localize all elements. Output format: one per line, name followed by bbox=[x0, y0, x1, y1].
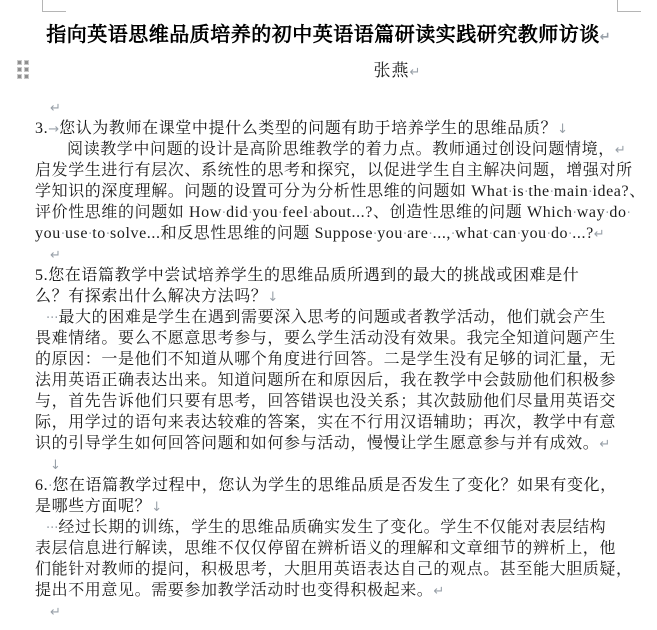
formatting-mark-icon: ↓ bbox=[151, 500, 163, 515]
answer-line: 际，用学过的语句来表达较难的答案，实在不行用汉语辅助；再次，教学中有意 bbox=[35, 414, 617, 431]
formatting-mark-icon: · bbox=[546, 227, 551, 242]
formatting-mark-icon: · bbox=[451, 227, 456, 242]
formatting-mark-icon: · bbox=[278, 206, 283, 221]
formatting-mark-icon: ↵ bbox=[50, 248, 61, 263]
empty-paragraph-mark bbox=[0, 601, 657, 622]
answer-line: 提出不用意见。需要参加教学活动时也变得积极起来。↵ bbox=[35, 582, 445, 599]
question-line: 5.您在语篇教学中尝试培养学生的思维品质所遇到的最大的挑战或困难是什 bbox=[35, 267, 580, 284]
formatting-mark-icon: · bbox=[46, 311, 51, 326]
formatting-mark-icon: · bbox=[48, 479, 53, 494]
formatting-mark-icon: · bbox=[403, 227, 408, 242]
drag-handle-dot bbox=[25, 68, 28, 71]
question-line: 么？有探索出什么解决方法吗？↓ bbox=[35, 288, 279, 305]
formatting-mark-icon: ↵ bbox=[50, 605, 61, 620]
empty-paragraph-mark bbox=[0, 454, 657, 475]
formatting-mark-icon: ↵ bbox=[614, 143, 626, 158]
formatting-mark-icon: · bbox=[588, 185, 593, 200]
answer-line: 表层信息进行解读，思维不仅仅停留在辨析语义的理解和文章细节的辨析上，他 bbox=[35, 540, 617, 557]
formatting-mark-icon: · bbox=[54, 311, 59, 326]
drag-handle-dot bbox=[18, 75, 21, 78]
answer-line: 法用英语正确表达出来。知道问题所在和原因后，我在教学中会鼓励他们积极参 bbox=[35, 372, 617, 389]
drag-handle-icon[interactable] bbox=[18, 61, 28, 78]
author-name: 张燕↵ bbox=[373, 61, 421, 80]
formatting-mark-icon: · bbox=[516, 227, 521, 242]
formatting-mark-icon: ↵ bbox=[599, 437, 611, 452]
formatting-mark-icon: · bbox=[50, 521, 55, 536]
formatting-mark-icon: · bbox=[524, 185, 529, 200]
formatting-mark-icon: · bbox=[105, 227, 111, 242]
answer-line: ···经过长期的训练，学生的思维品质确实发生了变化。学生不仅能对表层结构 bbox=[46, 519, 607, 536]
formatting-mark-icon: ↵ bbox=[50, 101, 61, 116]
formatting-mark-icon: ↵ bbox=[409, 65, 421, 80]
answer-line: 畏难情绪。要么不愿意思考参与，要么学生活动没有效果。我完全知道问题产生 bbox=[35, 330, 617, 347]
drag-handle-dot bbox=[18, 61, 21, 64]
formatting-mark-icon: · bbox=[373, 227, 378, 242]
question-line: 3.→您认为教师在课堂中提什么类型的问题有助于培养学生的思维品质？↓ bbox=[35, 120, 569, 137]
margin-crop-mark-right bbox=[617, 0, 641, 12]
formatting-mark-icon: · bbox=[54, 521, 59, 536]
formatting-mark-icon: · bbox=[549, 185, 554, 200]
formatting-mark-icon: · bbox=[248, 206, 253, 221]
formatting-mark-icon: ↓ bbox=[557, 122, 569, 137]
answer-line: 的原因：一是他们不知道从哪个角度进行回答。二是学生没有足够的词汇量，无 bbox=[35, 351, 617, 368]
empty-paragraph-mark bbox=[0, 97, 657, 118]
formatting-mark-icon: · bbox=[626, 206, 631, 221]
formatting-mark-icon: ↵ bbox=[599, 30, 611, 45]
formatting-mark-icon: ↵ bbox=[593, 227, 605, 242]
formatting-mark-icon: · bbox=[488, 227, 493, 242]
formatting-mark-icon: · bbox=[46, 521, 51, 536]
answer-line: 阅读教学中问题的设计是高阶思维教学的着力点。教师通过创设问题情境，↵ bbox=[67, 141, 626, 158]
formatting-mark-icon: ↓ bbox=[50, 458, 61, 473]
formatting-mark-icon: ↵ bbox=[433, 584, 445, 599]
formatting-mark-icon: · bbox=[60, 227, 65, 242]
document-body bbox=[0, 22, 657, 622]
formatting-mark-icon: · bbox=[308, 206, 313, 221]
drag-handle-dot bbox=[25, 75, 28, 78]
answer-line: 识的引导学生如何回答问题和如何参与活动，慢慢让学生愿意参与并有成效。↵ bbox=[35, 435, 611, 452]
formatting-mark-icon: → bbox=[48, 122, 60, 137]
answer-line: 学知识的深度理解。问题的设置可分为分析性思维的问题如 What·is·the·main·idea?、 bbox=[35, 183, 646, 200]
answer-line: 与，首先告诉他们只要有思考，回答错误也没关系；其次鼓励他们尽量用英语交 bbox=[35, 393, 617, 410]
drag-handle-dot bbox=[25, 61, 28, 64]
formatting-mark-icon: · bbox=[572, 206, 577, 221]
formatting-mark-icon: · bbox=[50, 311, 55, 326]
answer-line: 们能针对教师的提问，积极思考，大胆用英语表达自己的观点。甚至能大胆质疑， bbox=[35, 561, 633, 578]
question-line: 是哪些方面呢？↓ bbox=[35, 498, 163, 515]
formatting-mark-icon: ↓ bbox=[267, 290, 279, 305]
margin-crop-mark-left bbox=[42, 0, 66, 12]
answer-line: ···最大的困难是学生在遇到需要深入思考的问题或者教学活动，他们就会产生 bbox=[46, 309, 607, 326]
answer-line: 评价性思维的问题如 How·did·you·feel·about...?、创造性思维的问题 Which·way·do· bbox=[35, 204, 631, 221]
formatting-mark-icon: · bbox=[428, 227, 433, 242]
answer-line: 启发学生进行有层次、系统性的思考和探究，以促进学生自主解决问题，增强对所 bbox=[35, 162, 633, 179]
empty-paragraph-mark bbox=[0, 244, 657, 265]
formatting-mark-icon: · bbox=[508, 185, 513, 200]
formatting-mark-icon: · bbox=[88, 227, 93, 242]
question-line: 6.·您在语篇教学过程中，您认为学生的思维品质是否发生了变化？如果有变化， bbox=[35, 477, 617, 494]
formatting-mark-icon: · bbox=[221, 206, 227, 221]
formatting-mark-icon: · bbox=[568, 227, 573, 242]
formatting-mark-icon: · bbox=[605, 206, 610, 221]
drag-handle-dot bbox=[18, 68, 21, 71]
document-title: 指向英语思维品质培养的初中英语语篇研读实践研究教师访谈↵ bbox=[46, 24, 611, 46]
answer-line: you·use·to·solve...和反思性思维的问题 Suppose·you·are·...,·what·can·you·do·...?↵ bbox=[35, 225, 605, 242]
